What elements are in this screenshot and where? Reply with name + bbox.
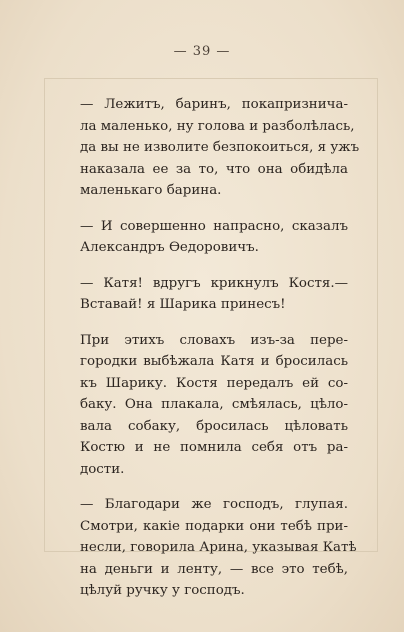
text-line: вала собаку, бросилась цѣловать <box>80 418 348 434</box>
text-line: на деньги и ленту, — все это тебѣ, <box>80 561 348 577</box>
paragraph <box>80 216 348 259</box>
page-number: — 39 — <box>173 44 231 59</box>
paragraph <box>80 273 348 316</box>
text-line: ла маленько, ну голова и разболѣлась, <box>80 118 355 134</box>
text-line: Смотри, какіе подарки они тебѣ при- <box>80 518 348 534</box>
text-line: — И совершенно напрасно, сказалъ <box>80 218 348 234</box>
text-line: къ Шарику. Костя передалъ ей со- <box>80 375 348 391</box>
text-body <box>80 94 360 616</box>
text-line: — Благодари же господъ, глупая. <box>80 497 348 512</box>
text-line: маленькаго барина. <box>80 183 222 198</box>
text-line: — Катя! вдругъ крикнулъ Костя.— <box>80 275 348 291</box>
text-line: Костю и не помнила себя отъ ра- <box>80 440 348 455</box>
text-line: наказала ее за то, что она обидѣла <box>80 161 348 177</box>
text-line: — Лежитъ, баринъ, покапризнича- <box>80 97 348 112</box>
text-line: цѣлуй ручку у господъ. <box>80 583 245 598</box>
text-line: городки выбѣжала Катя и бросилась <box>80 354 348 369</box>
paragraph <box>80 94 360 202</box>
paragraph <box>80 494 357 602</box>
text-line: да вы не изволите безпокоиться, я ужъ <box>80 140 360 155</box>
text-line: дости. <box>80 461 125 477</box>
text-line: Вставай! я Шарика принесъ! <box>80 297 286 312</box>
text-line: баку. Она плакала, смѣялась, цѣло- <box>80 397 348 412</box>
paragraph <box>80 330 348 481</box>
text-line: При этихъ словахъ изъ-за пере- <box>80 332 348 348</box>
text-line: Александръ Ѳедоровичъ. <box>80 240 259 255</box>
text-line: несли, говорила Арина, указывая Катѣ <box>80 540 357 555</box>
